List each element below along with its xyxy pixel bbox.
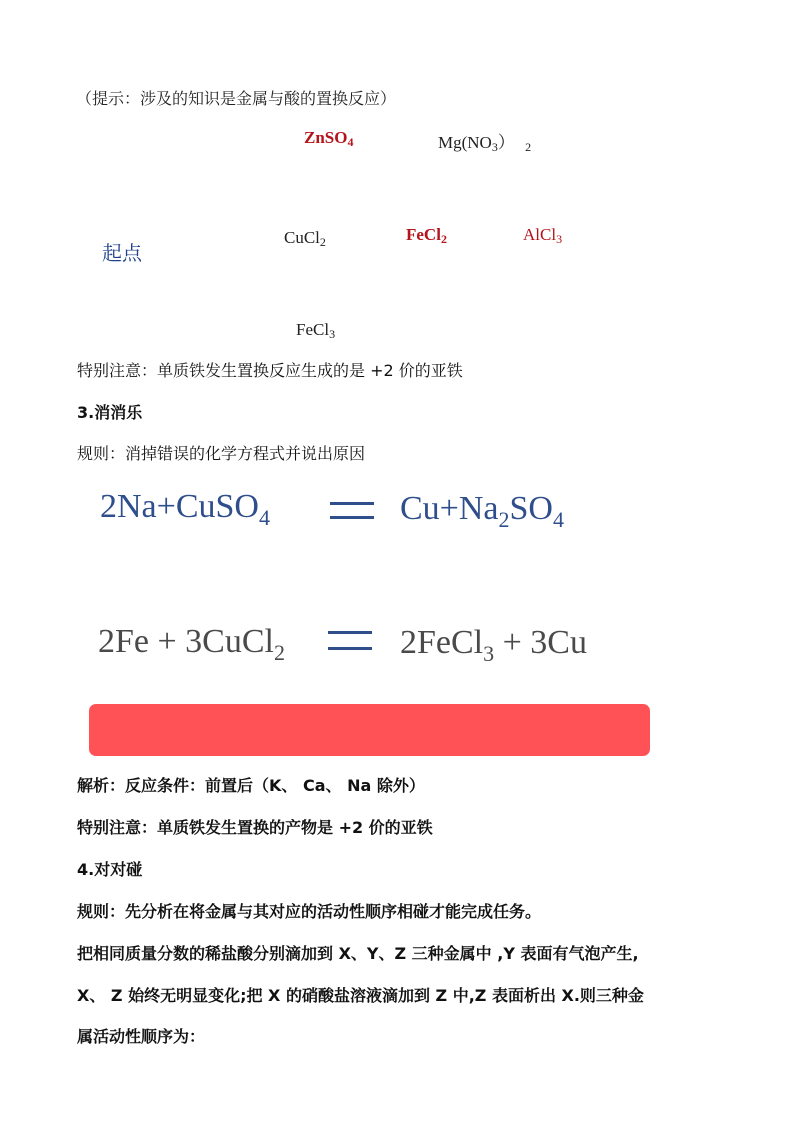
- note-1: 特别注意：单质铁发生置换反应生成的是 +2 价的亚铁: [77, 361, 463, 380]
- equation-1-right[interactable]: [400, 490, 564, 533]
- equation-2-left-sub: 2: [273, 640, 285, 665]
- chem-label-mgno3-text: Mg(NO: [438, 133, 492, 152]
- equation-1-left-text: 2Na+CuSO: [100, 488, 259, 525]
- chem-label-fecl3: [296, 320, 335, 342]
- rule-4: 规则：先分析在将金属与其对应的活动性顺序相碰才能完成任务。: [77, 902, 542, 921]
- chem-label-mgno3-sub3: 3: [491, 140, 498, 154]
- chem-label-mgno3-close: ）: [497, 133, 515, 152]
- section-3-title: 3.消消乐: [77, 403, 143, 422]
- equation-1-left[interactable]: [100, 488, 270, 531]
- chem-label-mgno3: [438, 128, 531, 155]
- chem-label-alcl3-text: AlCl: [523, 225, 557, 244]
- chem-label-fecl2: [406, 225, 447, 247]
- equation-1-left-sub: 4: [258, 505, 270, 530]
- equation-2-right-sub: 3: [483, 641, 495, 666]
- section-4-title: 4.对对碰: [77, 860, 143, 879]
- chem-label-mgno3-sub2: 2: [525, 140, 532, 154]
- rule-3: 规则：消掉错误的化学方程式并说出原因: [77, 444, 366, 463]
- equation-2-left[interactable]: [98, 623, 285, 666]
- equation-1-right-text-a: Cu+Na: [400, 490, 499, 527]
- equation-2-right-text-a: 2FeCl: [400, 624, 484, 661]
- chem-label-znso4-text: ZnSO: [304, 128, 348, 147]
- chem-label-znso4: [304, 128, 353, 150]
- equation-1-right-text-b: SO: [509, 490, 553, 527]
- start-label: 起点: [102, 241, 142, 265]
- chem-label-alcl3-sub: 3: [556, 232, 563, 246]
- equation-2-equal-top: [328, 631, 372, 634]
- equation-1-equal-bottom: [330, 516, 374, 519]
- chem-label-cucl2-sub: 2: [319, 235, 326, 249]
- chem-label-fecl2-text: FeCl: [406, 225, 441, 244]
- equation-2-right-text-b: + 3Cu: [494, 624, 587, 661]
- equation-1-equal-top: [330, 502, 374, 505]
- paragraph-line-3: 属活动性顺序为：: [77, 1027, 206, 1046]
- chem-label-fecl3-sub: 3: [329, 327, 336, 341]
- chem-label-fecl2-sub: 2: [440, 232, 447, 246]
- chem-label-fecl3-text: FeCl: [296, 320, 330, 339]
- paragraph-line-1: 把相同质量分数的稀盐酸分别滴加到 X、Y、Z 三种金属中 ,Y 表面有气泡产生,: [77, 944, 639, 963]
- answer-cover-bar[interactable]: [89, 704, 650, 756]
- equation-1-right-sub2: 4: [552, 507, 564, 532]
- paragraph-line-2: X、 Z 始终无明显变化;把 X 的硝酸盐溶液滴加到 Z 中,Z 表面析出 X.则三种金: [77, 986, 644, 1005]
- analysis-text: 解析：反应条件：前置后（K、 Ca、 Na 除外）: [77, 776, 425, 795]
- equation-2-equal-bottom: [328, 647, 372, 650]
- equation-2-left-text: 2Fe + 3CuCl: [98, 623, 274, 660]
- equation-1-right-sub1: 2: [498, 507, 510, 532]
- equation-2-right[interactable]: [400, 624, 587, 667]
- note-2: 特别注意：单质铁发生置换的产物是 +2 价的亚铁: [77, 818, 433, 837]
- chem-label-znso4-sub: 4: [347, 135, 354, 149]
- chem-label-cucl2: [284, 228, 326, 250]
- hint-text: （提示：涉及的知识是金属与酸的置换反应）: [76, 89, 397, 108]
- chem-label-cucl2-text: CuCl: [284, 228, 320, 247]
- chem-label-alcl3: [523, 225, 562, 247]
